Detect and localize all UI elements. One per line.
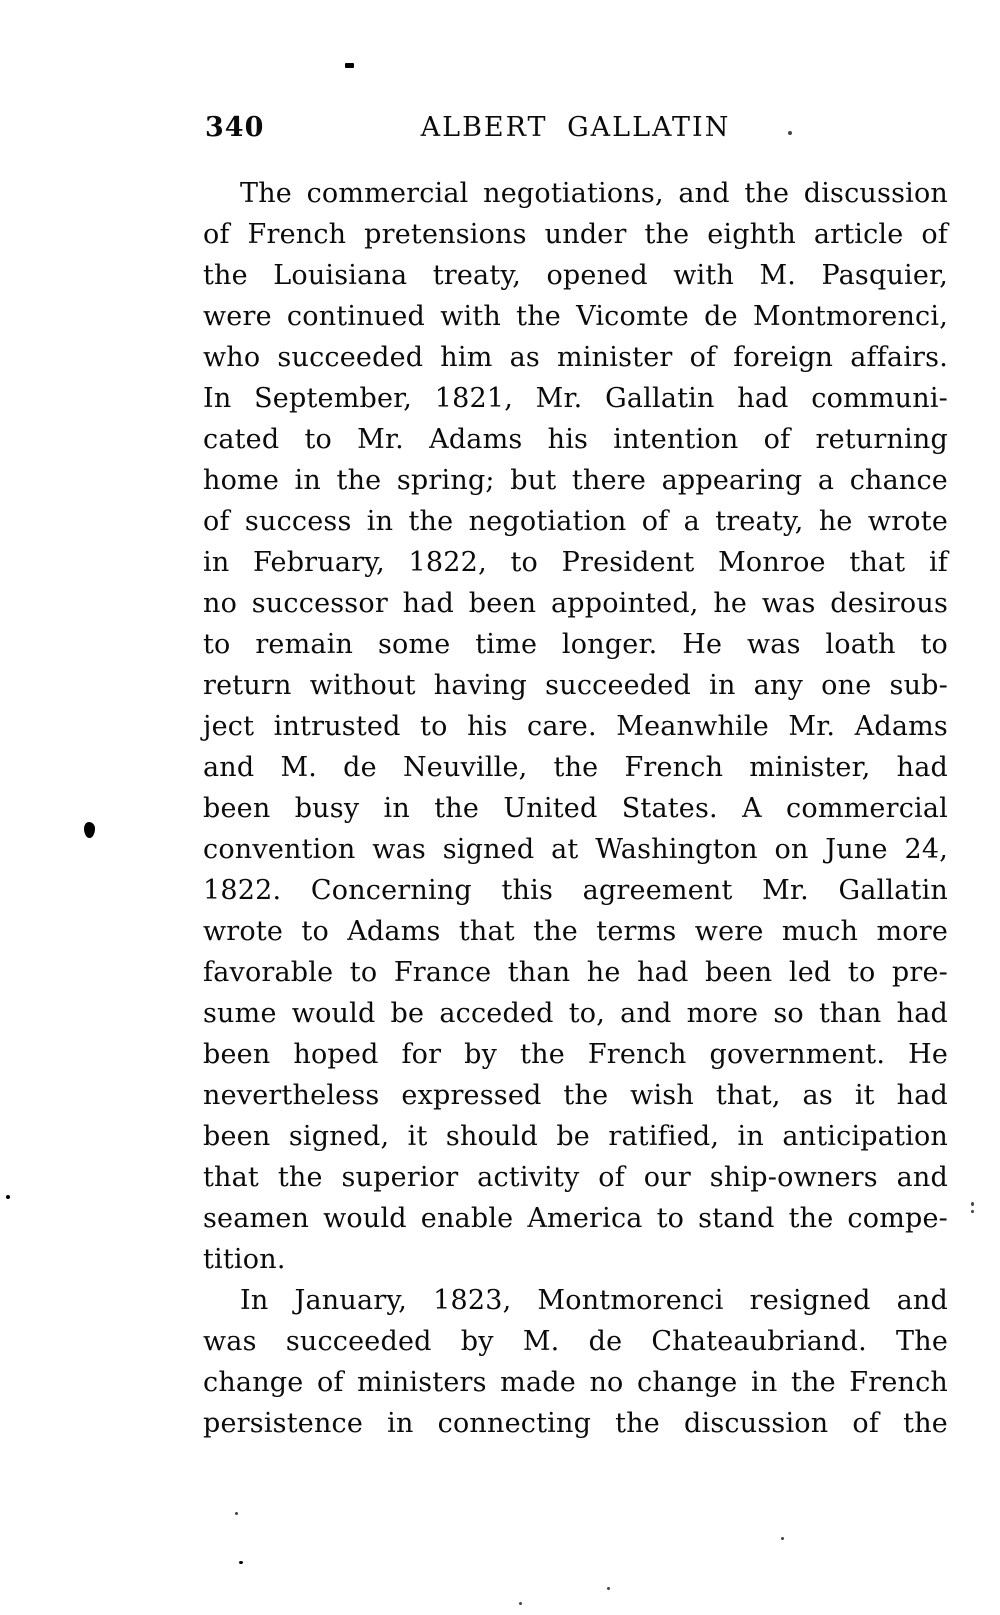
ink-speck	[788, 131, 792, 135]
text-line: wrote to Adams that the terms were much more	[203, 916, 948, 947]
text-line: favorable to France than he had been led to pre-	[203, 957, 948, 988]
text-line: The commercial negotiations, and the discussion	[240, 178, 948, 209]
text-line: in February, 1822, to President Monroe that if	[203, 547, 948, 578]
text-line: In January, 1823, Montmorenci resigned and	[240, 1285, 948, 1316]
paragraph	[203, 1280, 948, 1444]
text-line: change of ministers made no change in the French	[203, 1367, 948, 1398]
text-line: sume would be acceded to, and more so than had	[203, 998, 948, 1029]
text-line: seamen would enable America to stand the compe-	[203, 1203, 948, 1234]
text-line: that the superior activity of our ship-owners and	[203, 1162, 948, 1193]
text-line: nevertheless expressed the wish that, as it had	[203, 1080, 948, 1111]
text-line: tition.	[203, 1244, 286, 1275]
running-header-title: ALBERT GALLATIN	[420, 112, 731, 143]
ink-speck	[971, 1202, 974, 1206]
text-line: no successor had been appointed, he was desirous	[203, 588, 948, 619]
paragraph	[203, 173, 948, 1280]
ink-speck	[607, 1587, 610, 1590]
text-line: of French pretensions under the eighth article of	[203, 219, 948, 250]
text-line: ject intrusted to his care. Meanwhile Mr. Adams	[203, 711, 948, 742]
text-line: 1822. Concerning this agreement Mr. Gallatin	[203, 875, 948, 906]
text-line: In September, 1821, Mr. Gallatin had communi-	[203, 383, 948, 414]
text-line: persistence in connecting the discussion of the	[203, 1408, 948, 1439]
page-header	[203, 112, 948, 148]
text-line: were continued with the Vicomte de Montmorenci,	[203, 301, 948, 332]
text-line: home in the spring; but there appearing a chance	[203, 465, 948, 496]
text-line: to remain some time longer. He was loath to	[203, 629, 948, 660]
ink-speck	[235, 1512, 238, 1515]
text-line: been signed, it should be ratified, in anticipation	[203, 1121, 948, 1152]
text-line: been hoped for by the French government. He	[203, 1039, 948, 1070]
text-line: who succeeded him as minister of foreign affairs.	[203, 342, 948, 373]
text-line: of success in the negotiation of a treaty, he wrote	[203, 506, 948, 537]
text-line: convention was signed at Washington on June 24,	[203, 834, 948, 865]
text-line: was succeeded by M. de Chateaubriand. The	[203, 1326, 948, 1357]
text-line: the Louisiana treaty, opened with M. Pasquier,	[203, 260, 948, 291]
ink-speck	[781, 1537, 784, 1540]
text-line: cated to Mr. Adams his intention of returning	[203, 424, 948, 455]
ink-speck	[84, 822, 95, 838]
text-line: been busy in the United States. A commercial	[203, 793, 948, 824]
ink-speck	[971, 1210, 974, 1213]
ink-speck	[345, 63, 354, 68]
page-body	[203, 173, 948, 1444]
text-line: return without having succeeded in any one sub-	[203, 670, 948, 701]
ink-speck	[6, 1195, 10, 1199]
ink-speck	[239, 1561, 243, 1564]
ink-speck	[519, 1602, 522, 1605]
text-line: and M. de Neuville, the French minister, had	[203, 752, 948, 783]
page-number: 340	[205, 112, 265, 143]
